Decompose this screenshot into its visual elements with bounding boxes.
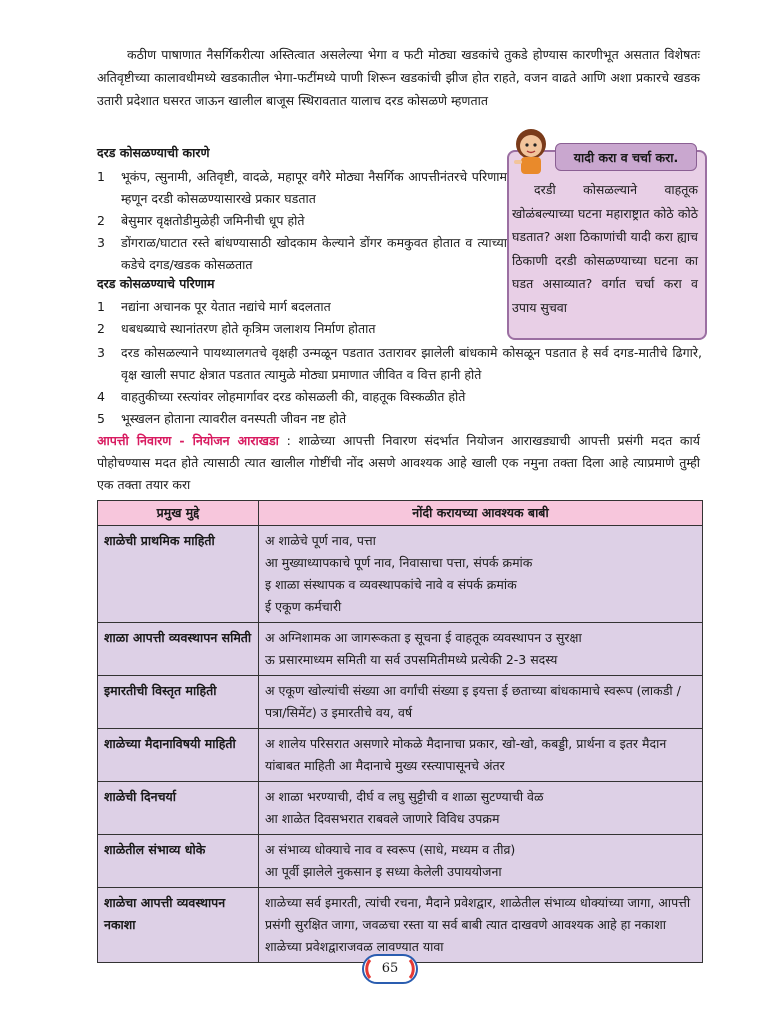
table-line: इ शाळा संस्थापक व व्यवस्थापकांचे नावे व संपर्क क्रमांक <box>265 577 517 592</box>
plan-heading: आपत्ती निवारण - नियोजन आराखडा <box>97 433 279 448</box>
table-line: अ अग्निशामक आ जागरूकता इ सूचना ई वाहतूक व्यवस्थापन उ सुरक्षा <box>265 630 582 645</box>
table-line: अ संभाव्य धोक्याचे नाव व स्वरूप (साधे, मध्यम व तीव्र) <box>265 842 516 857</box>
list-item-number: 2 <box>97 321 105 336</box>
table-row <box>98 623 703 676</box>
list-item <box>97 210 507 232</box>
list-item-text: भूस्खलन होताना त्यावरील वनस्पती जीवन नष्ट होते <box>121 411 347 426</box>
table-row <box>98 729 703 782</box>
list-item-number: 3 <box>97 235 105 250</box>
table-row <box>98 526 703 623</box>
list-item <box>97 232 507 276</box>
table-line: ई एकूण कर्मचारी <box>265 599 342 614</box>
table-value-cell <box>259 888 703 963</box>
effects-list-full <box>97 342 702 430</box>
activity-box-title: यादी करा व चर्चा करा. <box>555 143 697 171</box>
effects-heading: दरड कोसळण्याचे परिणाम <box>97 276 215 291</box>
intro-paragraph: कठीण पाषाणात नैसर्गिकरीत्या अस्तित्वात असलेल्या भेगा व फटी मोठ्या खडकांचे तुकडे होण्यास कारणीभूत असतात विशेषतः अतिवृष्टीच्या कालावधीमध्ये खडकातील भेगा-फटींमध्ये पाणी शिरून खडकांची झीज होत राहते, वजन वाढते आणि अशा प्रकारचे खडक उतारी प्रदेशात घसरत जाऊन खालील बाजूस स्थिरावतात यालाच दरड कोसळणे म्हणतात <box>97 47 700 108</box>
list-item <box>97 318 507 340</box>
list-item-text: डोंगराळ/घाटात रस्ते बांधण्यासाठी खोदकाम केल्याने डोंगर कमकुवत होतात व त्याच्या कडेचे दगड/खडक कोसळतात <box>121 235 507 272</box>
table-value-cell <box>259 526 703 623</box>
list-item-number: 5 <box>97 411 105 426</box>
table-line: अ शाळा भरण्याची, दीर्घ व लघु सुट्टीची व शाळा सुटण्याची वेळ <box>265 789 544 804</box>
table-key-cell: इमारतीची विस्तृत माहिती <box>98 676 259 729</box>
table-header-cell: प्रमुख मुद्दे <box>98 501 259 526</box>
table-line: अ शालेय परिसरात असणारे मोकळे मैदानाचा प्रकार, खो-खो, कबड्डी, प्रार्थना व इतर मैदान यांबाबत माहिती आ मैदानाचे मुख्य रस्त्यापासूनचे अंतर <box>265 736 667 773</box>
plan-text: : शाळेच्या आपत्ती निवारण संदर्भात नियोजन आराखड्याची आपत्ती प्रसंगी मदत कार्य पोहोचण्यास मदत होते त्यासाठी त्यात खालील गोष्टींची नोंद असणे आवश्यक आहे खाली एक नमुना तक्ता दिला आहे त्याप्रमाणे तुम्ही एक तक्ता तयार करा <box>97 433 700 492</box>
activity-box-text: दरडी कोसळल्याने वाहतूक खोळंबल्याच्या घटना महाराष्ट्रात कोठे कोठे घडतात? अशा ठिकाणांची यादी करा ह्याच ठिकाणी दरडी कोसळण्याच्या घटना का घडत असाव्यात? वर्गात चर्चा करा व उपाय सुचवा <box>512 182 698 315</box>
table-line: आ मुख्याध्यापकाचे पूर्ण नाव, निवासाचा पत्ता, संपर्क क्रमांक <box>265 555 533 570</box>
list-item <box>97 386 702 408</box>
list-item-text: धबधब्याचे स्थानांतरण होते कृत्रिम जलाशय निर्माण होतात <box>121 321 376 336</box>
table-key-cell: शाळेची प्राथमिक माहिती <box>98 526 259 623</box>
list-item <box>97 166 507 210</box>
list-item <box>97 296 507 318</box>
table-key-cell: शाळेची दिनचर्या <box>98 782 259 835</box>
table-line: अ एकूण खोल्यांची संख्या आ वर्गांची संख्या इ इयत्ता ई छताच्या बांधकामाचे स्वरूप (लाकडी /पत्रा/सिमेंट) उ इमारतीचे वय, वर्ष <box>265 683 681 720</box>
list-item-number: 2 <box>97 213 105 228</box>
page-number: 65 <box>381 961 399 976</box>
list-item-text: बेसुमार वृक्षतोडीमुळेही जमिनीची धूप होते <box>121 213 305 228</box>
intro-paragraph-block <box>97 43 700 112</box>
table-row <box>98 782 703 835</box>
plan-paragraph <box>97 430 700 496</box>
table-value-cell <box>259 676 703 729</box>
causes-list <box>97 166 507 276</box>
list-item-number: 3 <box>97 345 105 360</box>
table-key-cell: शाळेचा आपत्ती व्यवस्थापन नकाशा <box>98 888 259 963</box>
table-value-cell <box>259 835 703 888</box>
table-value-cell <box>259 623 703 676</box>
table-value-cell <box>259 782 703 835</box>
disaster-plan-table <box>97 500 703 963</box>
table-row <box>98 835 703 888</box>
table-key-cell: शाळा आपत्ती व्यवस्थापन समिती <box>98 623 259 676</box>
causes-heading: दरड कोसळण्याची कारणे <box>97 145 210 160</box>
table-key-cell: शाळेच्या मैदानाविषयी माहिती <box>98 729 259 782</box>
table-row <box>98 676 703 729</box>
table-row <box>98 888 703 963</box>
table-line: शाळेच्या सर्व इमारती, त्यांची रचना, मैदाने प्रवेशद्वार, शाळेतील संभाव्य धोक्यांच्या जागा, आपत्ती प्रसंगी सुरक्षित जागा, जवळचा रस्ता या सर्व बाबी त्यात दाखवणे आवश्यक आहे हा नकाशा शाळेच्या प्रवेशद्वाराजवळ लावण्यात यावा <box>265 895 691 954</box>
list-item-number: 4 <box>97 389 105 404</box>
list-item-text: दरड कोसळल्याने पायथ्यालगतचे वृक्षही उन्मळून पडतात उतारावर झालेली बांधकामे कोसळून पडतात हे सर्व दगड-मातीचे ढिगारे, वृक्ष खाली सपाट क्षेत्रात पडतात त्यामुळे मोठ्या प्रमाणात जीवित व वित्त हानी होते <box>121 345 702 382</box>
list-item <box>97 408 702 430</box>
student-mascot-icon <box>508 124 554 176</box>
list-item <box>97 342 702 386</box>
table-value-cell <box>259 729 703 782</box>
effects-list-left <box>97 296 507 340</box>
table-line: ऊ प्रसारमाध्यम समिती या सर्व उपसमितीमध्ये प्रत्येकी 2-3 सदस्य <box>265 652 558 667</box>
list-item-number: 1 <box>97 169 105 184</box>
table-key-cell: शाळेतील संभाव्य धोके <box>98 835 259 888</box>
table-header-cell: नोंदी करायच्या आवश्यक बाबी <box>259 501 703 526</box>
list-item-text: भूकंप, त्सुनामी, अतिवृष्टी, वादळे, महापूर वगैरे मोठ्या नैसर्गिक आपत्तीनंतरचे परिणाम म्हणून दरडी कोसळण्यासारखे प्रकार घडतात <box>121 169 507 206</box>
list-item-text: वाहतुकीच्या रस्त्यांवर लोहमार्गावर दरड कोसळली की, वाहतूक विस्कळीत होते <box>121 389 466 404</box>
table-header-row <box>98 501 703 526</box>
table-line: अ शाळेचे पूर्ण नाव, पत्ता <box>265 533 376 548</box>
list-item-number: 1 <box>97 299 105 314</box>
table-line: आ शाळेत दिवसभरात राबवले जाणारे विविध उपक्रम <box>265 811 500 826</box>
table-line: आ पूर्वी झालेले नुकसान इ सध्या केलेली उपाययोजना <box>265 864 502 879</box>
list-item-text: नद्यांना अचानक पूर येतात नद्यांचे मार्ग बदलतात <box>121 299 331 314</box>
